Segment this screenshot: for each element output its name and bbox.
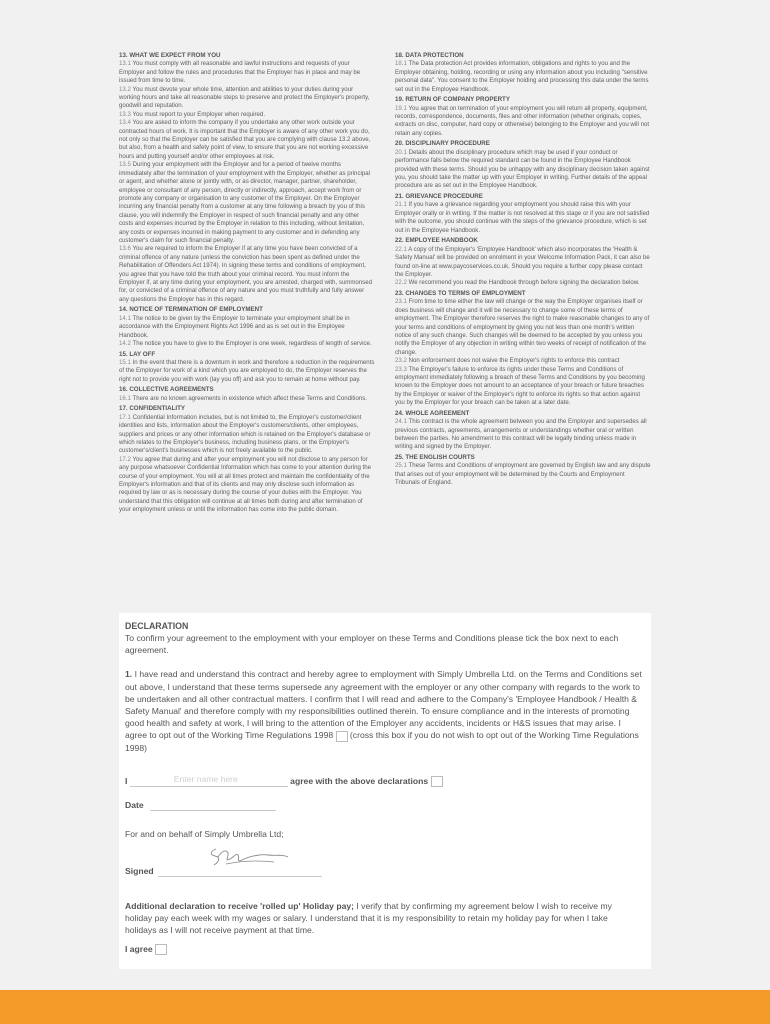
section-heading: 14. NOTICE OF TERMINATION OF EMPLOYMENT (119, 306, 263, 314)
date-row (125, 799, 276, 811)
section-heading: 24. WHOLE AGREEMENT (395, 409, 470, 417)
section-heading: 17. CONFIDENTIALITY (119, 405, 186, 413)
clause-paragraph (395, 246, 651, 280)
declaration-item-text-after: (cross this box if you do not wish to opt out of the Working Time Regulations 1998) (125, 730, 639, 753)
clause-text: The Data protection Act provides information, obligations and rights to you and the Employer obtaining, holding, recording or using any information about you including "sensitive personal data". You consent to the Employer holding and processing this data under the terms set out in the Employee Handbook. (395, 60, 649, 93)
holiday-pay-checkbox[interactable] (155, 944, 167, 955)
clause-text: A copy of the Employer's 'Employee Handbook' which also incorporates the 'Health & Safety Manual' will be provided on enrolment in your Welcome Information Pack, it can also be found on-line at www.paycoservices.co.uk. Should you require a further copy please contact the Employer. (395, 245, 650, 278)
terms-section (395, 454, 651, 488)
terms-right-column (395, 52, 651, 517)
clause-number: 23.3 (395, 365, 407, 373)
clause-text: During your employment with the Employer and for a period of twelve months immediately after the termination of your employment with the Employer, whether as principal or agent, and whether alone or jointly with, or as director, manager, partner, shareholder, employee or consultant of any person, directly or indirectly, approach, accept work from or promote any company or organisation to any customer of the Employer. On the Employer incurring any financial penalty from a customer at any time following a breach by you of this clause, you will indemnify the Employer in respect of such financial penalty and any other costs and expenses incurred by the Employer in relation to this including, without limitation, any costs or expenses incurred in making payment to any customer and in defending any customer's claim for such financial penalty. (119, 161, 370, 244)
clause-number: 23.2 (395, 357, 407, 365)
clause-text: If you have a grievance regarding your employment you should raise this with your Employer orally or in writing. If the matter is not resolved at this stage or if you are not satisfied with the outcome, you should continue with the steps of the grievance procedure, which is set out in the Employee Handbook. (395, 201, 650, 234)
signed-label: Signed (125, 866, 154, 876)
clause-paragraph (119, 414, 375, 456)
clause-number: 22.2 (395, 279, 407, 287)
clause-paragraph (119, 86, 375, 111)
clause-text: You must devote your whole time, attention and abilities to your duties during your working hours and take all reasonable steps to preserve and protect the Employer's property, goodwill and reputation. (119, 85, 370, 110)
terms-section (119, 386, 375, 403)
clause-number: 13.6 (119, 245, 131, 253)
clause-number: 13.4 (119, 119, 131, 127)
date-input[interactable] (150, 799, 276, 811)
clause-paragraph (395, 418, 651, 452)
section-heading: 20. DISCIPLINARY PROCEDURE (395, 140, 490, 148)
clause-number: 17.2 (119, 455, 131, 463)
clause-text: We recommend you read the Handbook through before signing the declaration below. (408, 279, 640, 287)
declaration-item-1 (125, 668, 645, 753)
terms-section (395, 140, 651, 190)
terms-section (395, 193, 651, 235)
terms-section (395, 237, 651, 287)
section-heading: 18. DATA PROTECTION (395, 52, 464, 59)
clause-number: 17.1 (119, 413, 131, 421)
clause-paragraph (395, 366, 651, 408)
clause-paragraph (395, 462, 651, 487)
terms-section (119, 52, 375, 304)
clause-text: You are asked to inform the company if you undertake any other work outside your contracted hours of work. It is important that the Employer is aware of any other work you do, not only so that the Employer can be satisfied that you are complying with clause 13.2 above, but also, from a health and safety point of view, to ensure that you are not working excessive hours and putting yourself and/or other employees at risk. (119, 119, 371, 160)
i-agree-row (125, 943, 167, 955)
footer-bar (0, 990, 770, 1024)
clause-paragraph (119, 119, 375, 161)
clause-number: 20.1 (395, 148, 407, 156)
clause-paragraph (119, 245, 375, 304)
behalf-row (125, 828, 284, 840)
clause-paragraph (395, 357, 651, 365)
clause-text: These Terms and Conditions of employment are governed by English law and any dispute that arises out of your employment will be determined by the Courts and Employment Tribunals of England. (395, 462, 651, 487)
clause-paragraph (395, 279, 651, 287)
clause-number: 18.1 (395, 60, 407, 68)
clause-text: You are required to inform the Employer if at any time you have been convicted of a criminal offence of any nature (unless the conviction has been spent as defined under the Rehabilitation of Offenders Act 1974). In signing these terms and conditions of employment, you agree that you have told the truth about your criminal record. You must inform the Employer if, at any time during your employment, you are arrested, charged with, summonsed for, or convicted of a criminal offence of any nature and you must truthfully and fully answer any questions the Employer has in this regard. (119, 245, 373, 303)
terms-section (395, 410, 651, 452)
section-heading: 15. LAY OFF (119, 350, 156, 358)
holiday-pay-text: I verify that by confirming my agreement below I wish to receive my holiday pay each week with my wages or salary. I understand that it is my responsibility to retain my holiday pay for when I take holidays as I will not receive payment at that time. (125, 901, 612, 936)
opt-out-checkbox[interactable] (336, 731, 348, 742)
clause-number: 22.1 (395, 245, 407, 253)
clause-number: 13.2 (119, 85, 131, 93)
clause-text: You must comply with all reasonable and lawful instructions and requests of your Employer and follow the rules and procedures that the Employer has in place and may be issued from time to time. (119, 60, 361, 85)
clause-paragraph (119, 359, 375, 384)
holiday-pay-title: Additional declaration to receive 'rolled up' Holiday pay; (125, 901, 355, 911)
declaration-title: DECLARATION (125, 621, 189, 631)
clause-paragraph (119, 315, 375, 340)
clause-text: Non enforcement does not waive the Employer's rights to enforce this contract (408, 357, 620, 365)
behalf-text: For and on behalf of Simply Umbrella Ltd; (125, 829, 284, 839)
clause-text: The notice you have to give to the Employer is one week, regardless of length of service. (132, 340, 372, 347)
clause-paragraph (395, 60, 651, 94)
clause-number: 21.1 (395, 201, 407, 209)
section-heading: 16. COLLECTIVE AGREEMENTS (119, 386, 214, 394)
clause-number: 13.5 (119, 161, 131, 169)
signed-row (125, 865, 322, 877)
clause-number: 13.1 (119, 60, 131, 68)
clause-text: Details about the disciplinary procedure which may be used if your conduct or performance falls below the required standard can be found in the Employee Handbook provided with these terms. Should you be unhappy with any disciplinary decision taken against you, you should take the matter up with your Employer in writing. Further details of the appeal procedure are as set out in the Employee Handbook. (395, 148, 650, 190)
agree-label: agree with the above declarations (290, 776, 429, 786)
name-placeholder: Enter name here (173, 774, 238, 784)
clause-number: 14.2 (119, 340, 131, 347)
section-heading: 25. THE ENGLISH COURTS (395, 454, 475, 461)
clause-text: This contract is the whole agreement between you and the Employer and supersedes all previous contracts, agreements, arrangements or understandings whether oral or written between the parties. No amendment to this contract will be legally binding unless made in writing and signed by the Employer. (395, 418, 647, 451)
section-heading: 23. CHANGES TO TERMS OF EMPLOYMENT (395, 289, 526, 297)
clause-paragraph (119, 340, 375, 348)
terms-section (395, 290, 651, 408)
clause-number: 16.1 (119, 394, 131, 402)
clause-text: In the event that there is a downturn in work and therefore a reduction in the requirements of the Employer for work of a kind which you are employed to do, the Employer reserves the right not to provide you with work (lay you off) and ask you to remain at home without pay. (119, 359, 375, 383)
clause-text: You agree that during and after your employment you will not disclose to any person for any purpose whatsoever Confidential Information which has come to your attention during the course of your employment. You will at all times protect and maintain the confidentiality of the Employer's information and that of its clients and may only disclose such information as required by law or as is necessary during the course of your duties with the Employer. You understand that this obligation will continue at all times both during and after termination of your employment unless or until the information has come into the public domain. (119, 455, 372, 514)
section-heading: 21. GRIEVANCE PROCEDURE (395, 193, 483, 201)
declaration-item-text: I have read and understand this contract and hereby agree to employment with Simply Umbrella Ltd. on the Terms and Conditions set out above, I understand that these terms supersede any agreement with the employer or any other company with regards to the work to be undertaken and all other contractual matters. I confirm that I will read and adhere to the Company's 'Employee Handbook / Health & Safety Manual' and therefore comply with my responsibilities outlined therein. To ensure compliance and in the interests of promoting good health and safety at work, I will bring to the attention of the Employer any accidents, incidents or H&S issues that may arise. I agree to opt out of the Working Time Regulations 1998 (125, 669, 642, 741)
terms-section (395, 96, 651, 138)
holiday-pay-declaration (125, 900, 641, 937)
i-label: I (125, 776, 128, 786)
clause-number: 13.3 (119, 110, 131, 118)
clause-paragraph (119, 111, 375, 119)
clause-text: From time to time either the law will change or the way the Employer organises itself or does business will change and it will be necessary to change some of these terms of employment. The Employer therefore reserves the right to make reasonable changes to any of your terms and conditions of employment by giving you not less than one month's written notice of any such change. Such changes will be deemed to be accepted by you unless you notify the Employer of any objection in writing within two weeks of receipt of notification of the change. (395, 298, 650, 356)
clause-number: 14.1 (119, 314, 131, 322)
terms-section (119, 405, 375, 514)
clause-text: You agree that on termination of your employment you will return all property, equipment, records, correspondence, documents, files and other information (whether originals, copies, extracts on disc, computer, hard copy or otherwise) belonging to the Employer and you will not retain any copies. (395, 104, 650, 137)
date-label: Date (125, 800, 144, 810)
clause-number: 23.1 (395, 298, 407, 306)
clause-text: Confidential Information includes, but is not limited to, the Employer's customer/client identities and lists, information about the Employer's customers/clients, other employees, suppliers and prices or any other information which is retained on the Employer's database or which relates to the Employer's business, including business plans, or the Employer's customer's/client's businesses which is not freely available to the public. (119, 413, 371, 455)
section-heading: 19. RETURN OF COMPANY PROPERTY (395, 96, 510, 104)
clause-paragraph (119, 456, 375, 515)
name-agree-row (125, 775, 443, 787)
section-heading: 22. EMPLOYEE HANDBOOK (395, 237, 478, 245)
section-heading: 13. WHAT WE EXPECT FROM YOU (119, 52, 221, 59)
clause-paragraph (395, 105, 651, 139)
clause-text: The Employer's failure to enforce its rights under these Terms and Conditions of employment immediately following a breach of these Terms and Conditions by you becoming known to the Employer does not amount to an acceptance of your breach or future breaches by the Employer or waiver of the Employer's right to enforce its rights so that action against you by the Employer for your breach can be taken at a later date. (395, 365, 645, 407)
terms-columns (119, 52, 651, 517)
clause-number: 19.1 (395, 104, 407, 112)
declaration-item-number: 1. (125, 669, 133, 680)
clause-text: The notice to be given by the Employer to terminate your employment shall be in accordance with the Employment Rights Act 1996 and as is set out in the Employee Handbook. (119, 314, 350, 339)
clause-paragraph (119, 395, 375, 403)
clause-number: 25.1 (395, 462, 407, 470)
clause-text: There are no known agreements in existence which affect these Terms and Conditions. (132, 394, 367, 402)
i-agree-label: I agree (125, 944, 153, 954)
terms-left-column (119, 52, 375, 517)
clause-paragraph (119, 60, 375, 85)
declaration-intro: To confirm your agreement to the employment with your employer on these Terms and Conditions please tick the box next to each agreement. (125, 633, 619, 656)
agree-checkbox[interactable] (431, 776, 443, 787)
clause-number: 15.1 (119, 359, 131, 366)
clause-paragraph (395, 201, 651, 235)
clause-number: 24.1 (395, 418, 407, 426)
clause-paragraph (119, 161, 375, 245)
signature-icon (206, 845, 292, 873)
clause-text: You must report to your Employer when required. (132, 110, 266, 118)
clause-paragraph (395, 149, 651, 191)
terms-section (395, 52, 651, 94)
declaration-panel (119, 613, 651, 969)
terms-section (119, 351, 375, 385)
terms-section (119, 306, 375, 348)
clause-paragraph (395, 298, 651, 357)
